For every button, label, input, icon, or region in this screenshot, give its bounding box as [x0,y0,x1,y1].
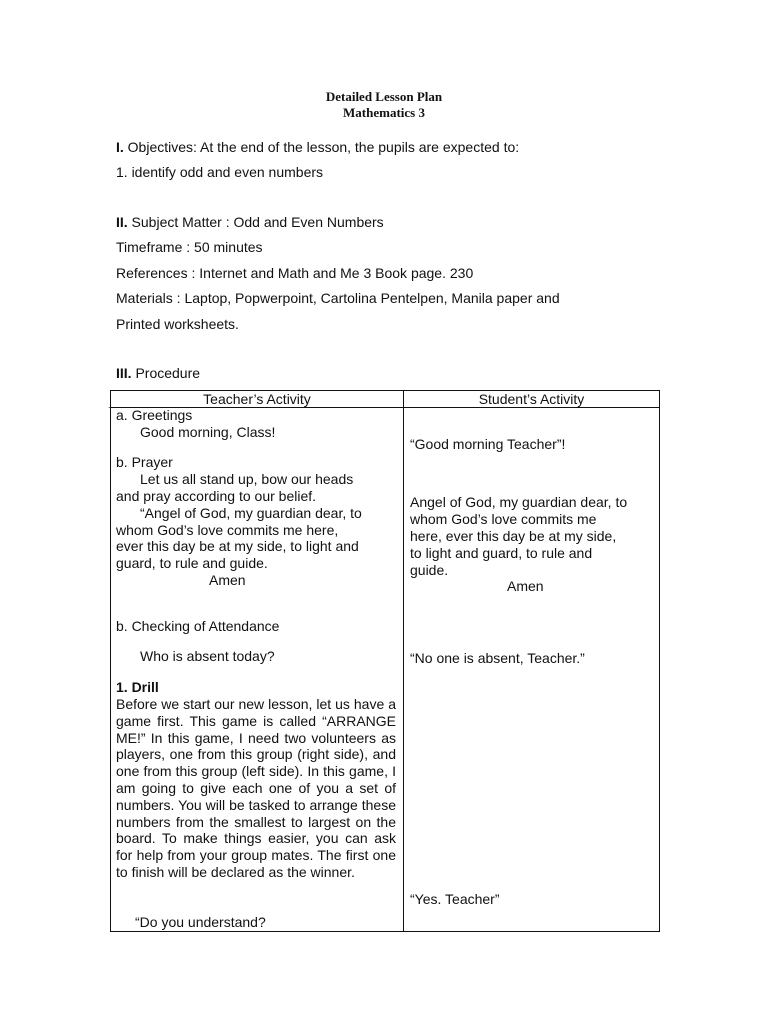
attendance-label: b. Checking of Attendance [116,618,280,634]
procedure-text: Procedure [131,365,201,381]
teacher-activity-header: Teacher’s Activity [111,391,404,408]
materials-line-2: Printed worksheets. [116,316,239,332]
teacher-activity-cell [111,408,404,932]
subject-text: Subject Matter : Odd and Even Numbers [127,214,384,230]
subject-heading [116,213,384,231]
prayer-label: b. Prayer [116,454,173,470]
prayer-line: and pray according to our belief. [116,488,317,504]
prayer-line: guard, to rule and guide. [116,555,268,571]
student-activity-cell [404,408,660,932]
references-line: References : Internet and Math and Me 3 Book page. 230 [116,265,474,281]
materials-line-1: Materials : Laptop, Popwerpoint, Cartolina Pentelpen, Manila paper and [116,290,560,306]
table-row [111,408,660,932]
student-amen: Amen [507,578,544,594]
student-prayer-line: to light and guard, to rule and [410,545,593,561]
understand-question: “Do you understand? [135,914,266,930]
subject-number: II. [116,214,128,230]
procedure-number: III. [116,365,132,381]
objectives-text: Objectives: At the end of the lesson, the pupils are expected to: [123,139,520,155]
student-attendance-reply: “No one is absent, Teacher.” [410,650,585,666]
document-subtitle: Mathematics 3 [343,105,425,120]
table-header-row [111,391,660,408]
student-greeting: “Good morning Teacher”! [410,436,566,452]
corner-mark: ‾ [109,407,113,418]
student-yes-reply: “Yes. Teacher” [410,891,500,907]
prayer-line: whom God’s love commits me here, [116,522,339,538]
procedure-table [110,390,660,932]
student-prayer-line: here, ever this day be at my side, [410,528,617,544]
student-activity-header: Student’s Activity [404,391,660,408]
student-prayer-line: whom God’s love commits me [410,511,597,527]
drill-text: Before we start our new lesson, let us have a game first. This game is called “ARRANGE ME!” In this game, I need two volunteers as players, one from this group (right side), and one from this group (left side). In this game, I am going to give each one of you a set of numbers. You will be tasked to arrange these numbers from the smallest to largest on the board. To make things easier, you can ask for help from your group mates. The first one to finish will be declared as the winner. [116,696,396,880]
prayer-line: ever this day be at my side, to light and [116,538,359,554]
prayer-line: “Angel of God, my guardian dear, to [140,505,362,521]
objectives-number: I. [116,139,124,155]
timeframe-line: Timeframe : 50 minutes [116,239,263,255]
prayer-line: Let us all stand up, bow our heads [140,471,354,487]
greetings-label: a. Greetings [116,407,193,423]
objective-item-1: 1. identify odd and even numbers [116,164,324,180]
procedure-heading [116,364,200,382]
student-prayer-line: guide. [410,562,449,578]
absent-question: Who is absent today? [140,648,275,664]
document-title: Detailed Lesson Plan [325,89,443,104]
objectives-heading [116,138,519,156]
student-prayer-line: Angel of God, my guardian dear, to [410,494,628,510]
teacher-greeting: Good morning, Class! [140,424,276,440]
drill-title: 1. Drill [116,679,159,695]
teacher-amen: Amen [209,572,246,588]
